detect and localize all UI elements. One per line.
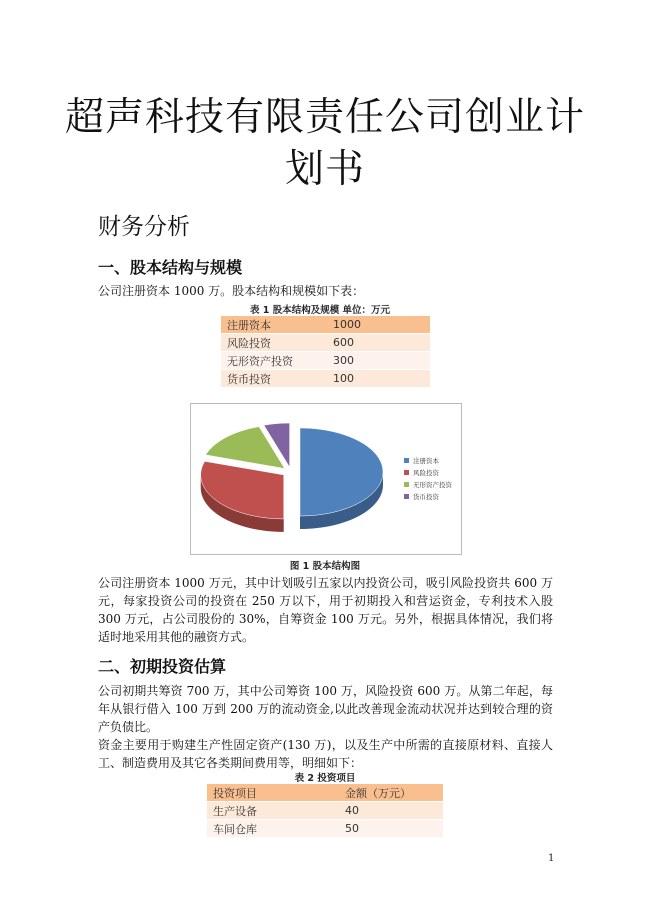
table-cell-amount: 50 [339,820,443,838]
equity-pie-chart [190,403,462,555]
legend-swatch [404,458,409,463]
table-header-item: 投资项目 [207,784,339,802]
table-cell-amount: 40 [339,802,443,820]
table1-caption: 表 1 股本结构及规模 单位：万元 [249,305,391,316]
section-heading: 财务分析 [98,214,190,240]
pie-slice-0 [300,428,383,529]
table-cell-label: 无形资产投资 [221,352,327,370]
investment-table [207,784,443,838]
table-cell-value: 100 [327,370,430,388]
legend-label: 注册资本 [413,456,439,465]
table-row [221,370,430,388]
table-header-row [207,784,443,802]
legend-label: 风险投资 [413,468,439,477]
page-number: 1 [548,853,555,864]
table2-caption: 表 2 投资项目 [294,773,356,784]
table-row [221,352,430,370]
equity-body-text: 公司注册资本 1000 万元，其中计划吸引五家以内投资公司，吸引风险投资共 600 万元，每家投资公司的投资在 250 万以下，用于初期投入和营运资金，专利技术入股 300 万元，占公司股份的 30%，自筹资金 100 万元。另外，根据具体情况，我们将适时地采用其他的融资方式。 [98,576,553,644]
pie-chart-svg [191,404,401,554]
legend-swatch [404,494,409,499]
pie-slice-1 [201,461,284,532]
table-row [207,820,443,838]
table-cell-item: 车间仓库 [207,820,339,838]
table-header-amount: 金额（万元） [339,784,443,802]
chart-legend [404,454,464,502]
legend-swatch [404,482,409,487]
table-cell-value: 300 [327,352,430,370]
table-cell-label: 注册资本 [221,316,327,334]
subsection-heading-investment: 二、初期投资估算 [98,657,227,676]
table-cell-value: 600 [327,334,430,352]
document-title: 超声科技有限责任公司创业计划书 [64,95,585,192]
legend-item [404,454,464,466]
table-row [221,316,430,334]
legend-label: 无形资产投资 [413,480,452,489]
table-cell-label: 货币投资 [221,370,327,388]
table-row [221,334,430,352]
investment-body-text-1: 公司初期共筹资 700 万，其中公司筹资 100 万，风险投资 600 万。从第二年起，每年从银行借入 100 万到 200 万的流动资金,以此改善现金流动状况并达到较合理的资产负债比。 [98,684,553,734]
figure1-caption: 图 1 股本结构图 [289,561,361,572]
table-row [207,802,443,820]
investment-body-text-2: 资金主要用于购建生产性固定资产(130 万)，以及生产中所需的直接原材料、直接人工、制造费用及其它各类期间费用等，明细如下： [98,738,553,770]
legend-label: 货币投资 [413,492,439,501]
table-cell-label: 风险投资 [221,334,327,352]
equity-table [221,316,430,388]
legend-item [404,478,464,490]
legend-item [404,490,464,502]
subsection-heading-equity: 一、股本结构与规模 [98,258,243,277]
legend-swatch [404,470,409,475]
table-cell-item: 生产设备 [207,802,339,820]
legend-item [404,466,464,478]
table-cell-value: 1000 [327,316,430,334]
equity-intro-text: 公司注册资本 1000 万。股本结构和规模如下表： [98,284,365,298]
